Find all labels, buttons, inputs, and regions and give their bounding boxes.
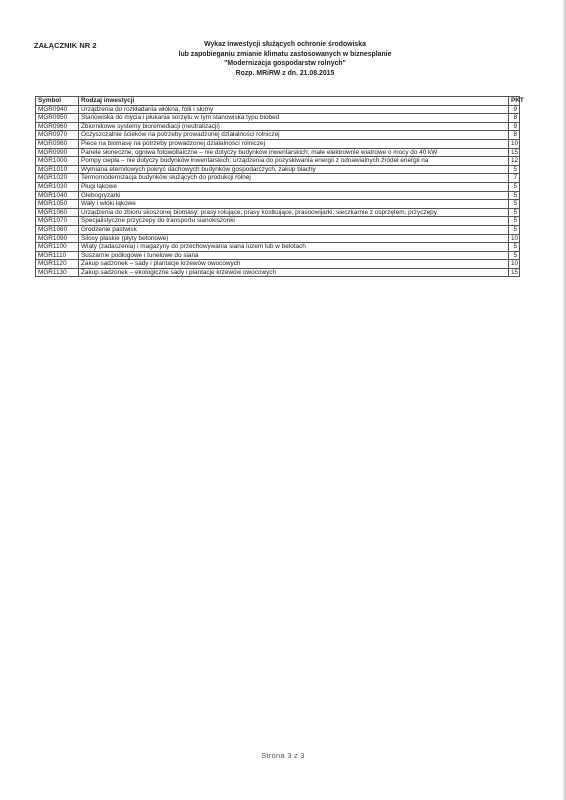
cell-investment-type: Grodzenie pastwisk (79, 225, 509, 234)
cell-symbol: MGR1000 (36, 157, 79, 166)
table-row (36, 131, 520, 140)
cell-investment-type: Suszarnie podłogowe i tunelowe do siana (79, 251, 509, 260)
cell-symbol: MGR1080 (36, 225, 79, 234)
cell-symbol: MGR1090 (36, 234, 79, 243)
cell-investment-type: Pompy ciepła – nie dotyczy budynków inwentarskich; urządzenia do pozyskiwania energii z odnawialnych źródeł energii na (79, 157, 509, 166)
cell-points: 5 (509, 225, 520, 234)
cell-symbol: MGR0960 (36, 122, 79, 131)
cell-points: 5 (509, 217, 520, 226)
cell-symbol: MGR0990 (36, 148, 79, 157)
cell-points: 9 (509, 105, 520, 114)
table-body (36, 105, 520, 277)
title-line: lub zapobieganiu zmianie klimatu zastosowanych w biznesplanie (178, 50, 392, 58)
cell-symbol: MGR1030 (36, 182, 79, 191)
cell-points: 7 (509, 174, 520, 183)
table-row (36, 208, 520, 217)
cell-investment-type: Termomodernizacja budynków służących do produkcji rolnej (79, 174, 509, 183)
column-header-symbol: Symbol (36, 97, 79, 106)
table-row (36, 174, 520, 183)
table-row (36, 217, 520, 226)
column-header-points: PKT (509, 97, 520, 106)
cell-symbol: MGR1130 (36, 268, 79, 277)
table-row (36, 165, 520, 174)
table-row (36, 243, 520, 252)
cell-investment-type: Zakup sadzonek – ekologiczne sady i plantacje krzewów owocowych (79, 268, 509, 277)
cell-points: 8 (509, 131, 520, 140)
table-row (36, 200, 520, 209)
cell-symbol: MGR1010 (36, 165, 79, 174)
cell-points: 5 (509, 191, 520, 200)
cell-symbol: MGR0940 (36, 105, 79, 114)
table-row (36, 225, 520, 234)
cell-symbol: MGR1100 (36, 243, 79, 252)
table-row (36, 148, 520, 157)
cell-points: 5 (509, 200, 520, 209)
table-row (36, 139, 520, 148)
cell-investment-type: Urządzenia do zbioru skoszonej biomasy: prasy rolujące, prasy kostkujące, prasoowijarki, sieczkarnie z osprzętem, przyczepy (79, 208, 509, 217)
investment-table (35, 96, 524, 277)
cell-symbol: MGR1040 (36, 191, 79, 200)
table-row (36, 122, 520, 131)
table-row (36, 234, 520, 243)
cell-symbol: MGR1060 (36, 208, 79, 217)
cell-symbol: MGR0970 (36, 131, 79, 140)
annex-label: ZAŁĄCZNIK NR 2 (34, 41, 97, 50)
cell-investment-type: Urządzenia do rozkładania włókna, folii i słomy (79, 105, 509, 114)
cell-points: 8 (509, 114, 520, 123)
cell-points: 10 (509, 260, 520, 269)
cell-investment-type: Wiaty (zadaszenia) i magazyny do przechowywania siana luzem lub w belotach (79, 243, 509, 252)
cell-points: 9 (509, 122, 520, 131)
table-row (36, 268, 520, 277)
table-row (36, 157, 520, 166)
cell-investment-type: Stanowiska do mycia i płukania sorzętu w tym stanowiska typu biobed (79, 114, 509, 123)
cell-investment-type: Wały i włóki łąkowe (79, 200, 509, 209)
cell-symbol: MGR1020 (36, 174, 79, 183)
cell-symbol: MGR0950 (36, 114, 79, 123)
cell-points: 5 (509, 182, 520, 191)
title-line: Rozp. MRiRW z dn. 21.08.2015 (235, 69, 335, 77)
cell-points: 5 (509, 243, 520, 252)
cell-symbol: MGR0980 (36, 139, 79, 148)
table-row (36, 182, 520, 191)
cell-investment-type: Wymiana eternitowych pokryć dachowych budynków gospodarczych, zakup blachy (79, 165, 509, 174)
cell-symbol: MGR1110 (36, 251, 79, 260)
document-title (150, 40, 420, 78)
title-line: Wykaz inwestycji służących ochronie środowiska (204, 41, 366, 48)
cell-investment-type: Zakup sadzonek – sady i plantacje krzewów owocowych (79, 260, 509, 269)
cell-investment-type: Silosy płaskie (płyty betonowe) (79, 234, 509, 243)
cell-investment-type: Zbiornikowe systemy bioremediacji (neutralizacji) (79, 122, 509, 131)
table-row (36, 114, 520, 123)
cell-investment-type: Oczyszczalnie ścieków na potrzeby prowadzonej działalności rolniczej (79, 131, 509, 140)
cell-points: 15 (509, 148, 520, 157)
cell-points: 15 (509, 268, 520, 277)
page-number: Strona 3 z 3 (261, 751, 305, 760)
cell-points: 5 (509, 208, 520, 217)
cell-investment-type: Glebogryzarki (79, 191, 509, 200)
cell-points: 12 (509, 157, 520, 166)
cell-points: 10 (509, 139, 520, 148)
table-row (36, 191, 520, 200)
cell-investment-type: Piece na biomasę na potrzeby prowadzonej działalności rolniczej (79, 139, 509, 148)
table-row (36, 105, 520, 114)
column-header-investment-type: Rodzaj inwestycji (79, 97, 509, 106)
table-header-row (36, 97, 520, 106)
table-row (36, 251, 520, 260)
cell-investment-type: Pługi łąkowe (79, 182, 509, 191)
cell-symbol: MGR1120 (36, 260, 79, 269)
title-line: "Modernizacja gospodarstw rolnych" (224, 60, 346, 68)
cell-symbol: MGR1070 (36, 217, 79, 226)
cell-symbol: MGR1050 (36, 200, 79, 209)
cell-points: 5 (509, 251, 520, 260)
cell-points: 5 (509, 165, 520, 174)
scan-edge-shadow (562, 0, 566, 800)
cell-points: 10 (509, 234, 520, 243)
table-row (36, 260, 520, 269)
cell-investment-type: Panele słoneczne, ogniwa fotowoltaiczne – nie dotyczy budynków inwentarskich; małe elektrownie wiatrowe o mocy do 40 kW (79, 148, 509, 157)
cell-investment-type: Specjalistyczne przyczepy do transportu sianokiszonki (79, 217, 509, 226)
